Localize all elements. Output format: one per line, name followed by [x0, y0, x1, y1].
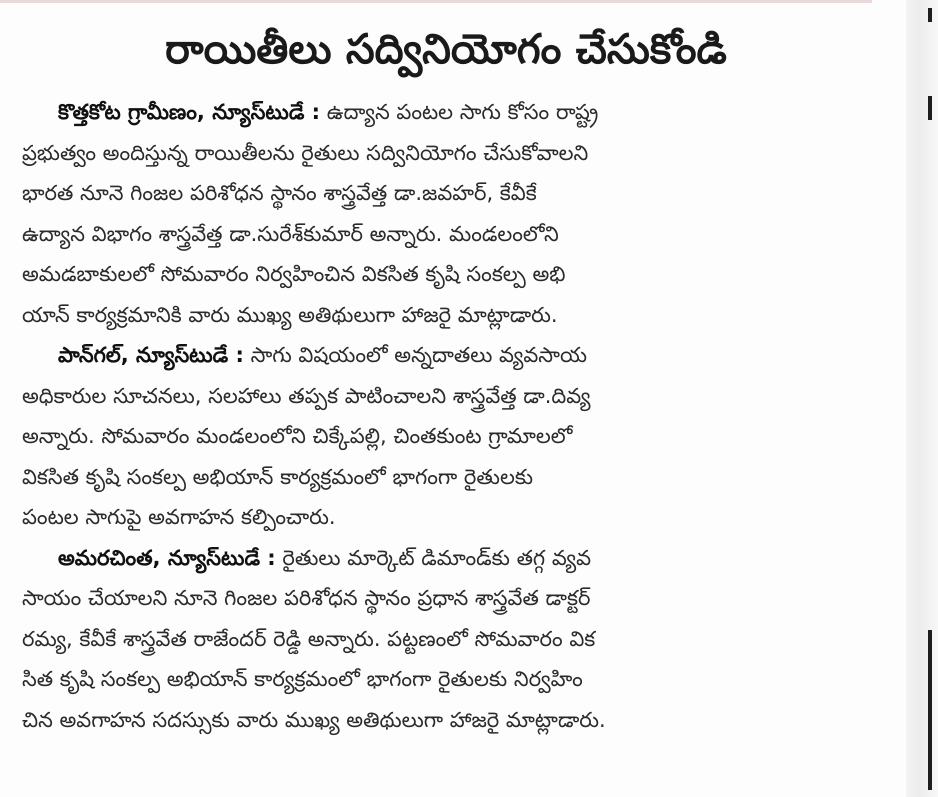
- paragraph-line: సాయం చేయాలని నూనె గింజల పరిశోధన స్థానం ప్రధాన శాస్త్రవేత డాక్టర్: [22, 586, 591, 610]
- paragraph-line: భారత నూనె గింజల పరిశోధన స్థానం శాస్త్రవేత్త డా.జవహర్, కేవీకే: [22, 181, 537, 205]
- dateline: అమరచింత, న్యూస్‌టుడే :: [58, 545, 276, 570]
- cropped-next-line: [22, 786, 862, 797]
- article-headline: రాయితీలు సద్వినియోగం చేసుకోండి: [165, 25, 727, 73]
- paragraph-line: వికసిత కృషి సంకల్ప అభియాన్ కార్యక్రమంలో భాగంగా రైతులకు: [22, 464, 534, 489]
- article-paragraph-pangal: [22, 335, 870, 538]
- line-text: ఉద్యాన పంటల సాగు కోసం రాష్ట్ర: [320, 100, 599, 124]
- paragraph-line: రమ్య, కేవీకే శాస్త్రవేత రాజేందర్ రెడ్డి అన్నారు. పట్టణంలో సోమవారం విక: [22, 626, 596, 651]
- paragraph-line: అధికారుల సూచనలు, సలహాలు తప్పక పాటించాలని శాస్త్రవేత్త డా.దివ్య: [22, 383, 591, 408]
- paragraph-line: [22, 538, 870, 579]
- article-paragraph-kothakota: [22, 92, 870, 335]
- paragraph-line: [22, 92, 870, 133]
- paragraph-line: అన్నారు. సోమవారం మండలంలోని చిక్కేపల్లి, చింతకుంట గ్రామాలలో: [22, 424, 573, 448]
- adjacent-column-mark: [928, 630, 932, 790]
- paragraph-line: పంటల సాగుపై అవగాహన కల్పించారు.: [22, 505, 336, 529]
- paragraph-line: యాన్ కార్యక్రమానికి వారు ముఖ్య అతిథులుగా హాజరై మాట్లాడారు.: [22, 302, 558, 327]
- paragraph-line: చిన అవగాహన సదస్సుకు వారు ముఖ్య అతిథులుగా హాజరై మాట్లాడారు.: [22, 707, 606, 732]
- dateline: పాన్‌గల్, న్యూస్‌టుడే :: [58, 343, 244, 367]
- paragraph-line: అమడబాకులలో సోమవారం నిర్వహించిన వికసిత కృషి సంకల్ప అభి: [22, 262, 566, 286]
- news-article: [22, 20, 870, 740]
- dateline: కొత్తకోట గ్రామీణం, న్యూస్‌టుడే :: [58, 100, 321, 124]
- paragraph-line: ఉద్యాన విభాగం శాస్త్రవేత్త డా.సురేశ్‌కుమార్ అన్నారు. మండలంలోని: [22, 221, 559, 246]
- article-paragraph-amarachinta: [22, 538, 870, 741]
- paragraph-line: సిత కృషి సంకల్ప అభియాన్ కార్యక్రమంలో భాగంగా రైతులకు నిర్వహిం: [22, 667, 583, 691]
- paragraph-line: [22, 335, 870, 376]
- line-text: రైతులు మార్కెట్ డిమాండ్‌కు తగ్గ వ్యవ: [275, 545, 592, 570]
- top-divider: [0, 0, 872, 3]
- adjacent-column-mark: [928, 8, 932, 22]
- paragraph-line: ప్రభుత్వం అందిస్తున్న రాయితీలను రైతులు సద్వినియోగం చేసుకోవాలని: [22, 140, 589, 165]
- adjacent-column-mark: [928, 96, 932, 120]
- adjacent-column-edge: [906, 0, 938, 797]
- line-text: సాగు విషయంలో అన్నదాతలు వ్యవసాయ: [243, 343, 587, 367]
